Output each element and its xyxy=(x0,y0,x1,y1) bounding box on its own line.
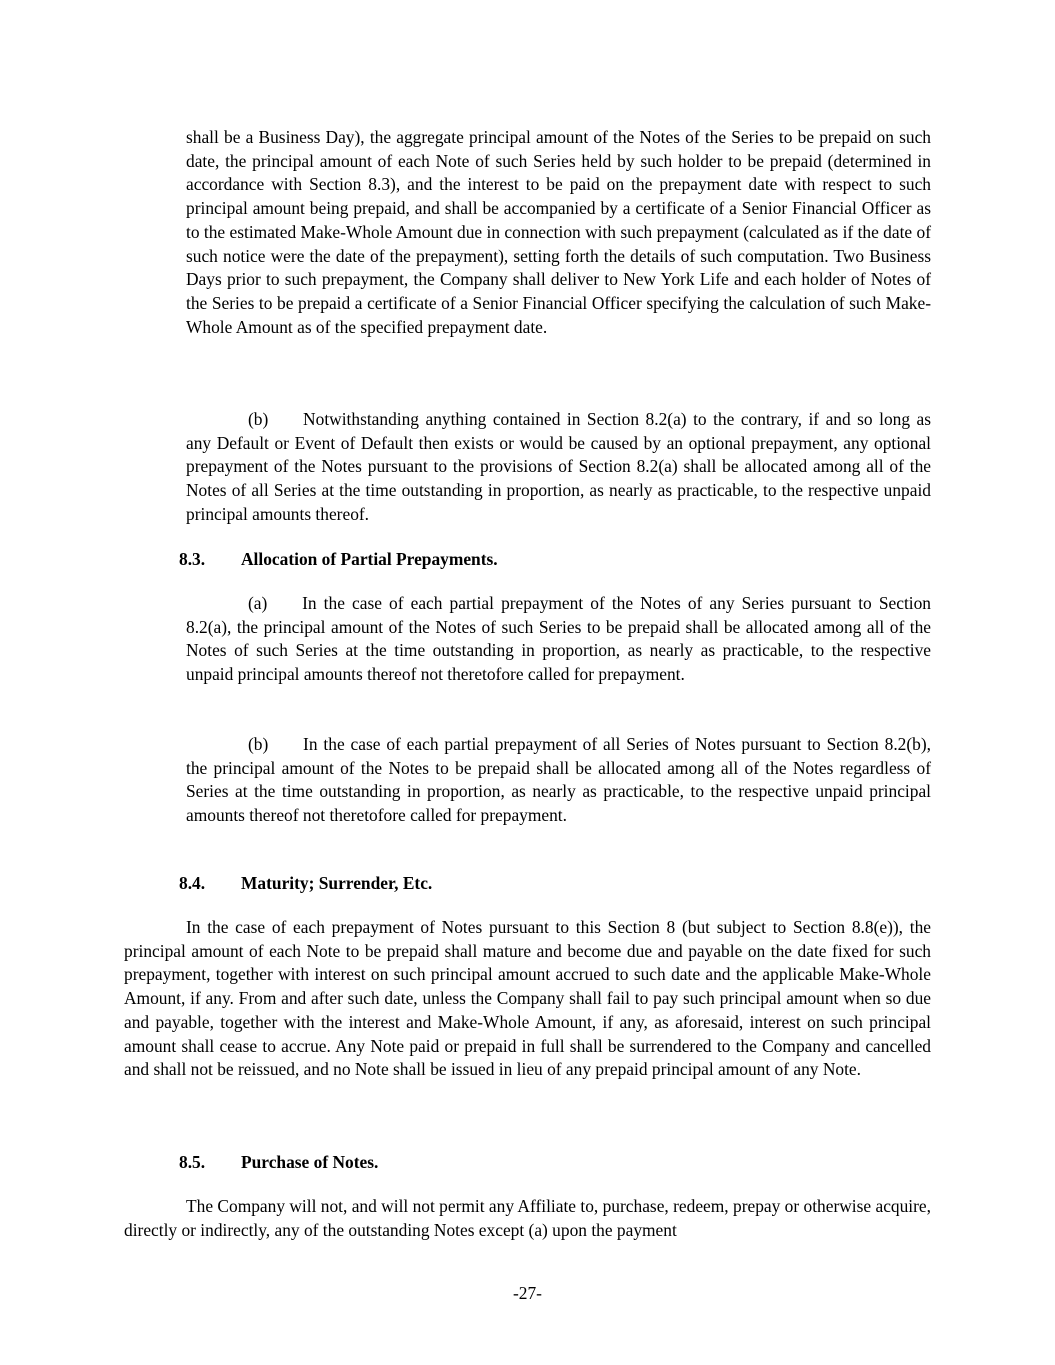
paragraph-8-5-body: The Company will not, and will not permit any Affiliate to, purchase, redeem, prepay or otherwise acquire, directly or indirectly, any of the outstanding Notes except (a) upon the payment xyxy=(124,1196,931,1240)
paragraph-notice-continuation: shall be a Business Day), the aggregate principal amount of the Notes of the Series to be prepaid on such date, the principal amount of each Note of such Series held by such holder to be prepaid (determined in accordance with Section 8.3), and the interest to be paid on the prepayment date with respect to such principal amount being prepaid, and shall be accompanied by a certificate of a Senior Financial Officer as to the estimated Make-Whole Amount due in connection with such prepayment (calculated as if the date of such notice were the date of the prepayment), setting forth the details of such computation. Two Business Days prior to such prepayment, the Company shall deliver to New York Life and each holder of Notes of the Series to be prepaid a certificate of a Senior Financial Officer specifying the calculation of such Make-Whole Amount as of the specified prepayment date. xyxy=(186,127,931,337)
section-number: 8.4. xyxy=(179,873,206,893)
paragraph-8-4-body: In the case of each prepayment of Notes pursuant to this Section 8 (but subject to Section 8.8(e)), the principal amount of each Note to be prepaid shall mature and become due and payable on the date fixed for such prepayment, together with interest on such principal amount accrued to such date and the applicable Make-Whole Amount, if any. From and after such date, unless the Company shall fail to pay such principal amount when so due and payable, together with the interest and Make-Whole Amount, if any, as aforesaid, interest on such principal amount shall cease to accrue. Any Note paid or prepaid in full shall be surrendered to the Company and cancelled and shall not be reissued, and no Note shall be issued in lieu of any prepaid principal amount of any Note. xyxy=(124,917,931,1080)
paragraph-8-2-b: (b) Notwithstanding anything contained in Section 8.2(a) to the contrary, if and so long as any Default or Event of Default then exists or would be caused by an optional prepayment, any optional prepayment of the Notes pursuant to the provisions of Section 8.2(a) shall be allocated among all of the Notes of all Series at the time outstanding in proportion, as nearly as practicable, to the respective unpaid principal amounts thereof. xyxy=(186,409,931,524)
section-heading-8-5 xyxy=(179,1151,378,1175)
section-title: Maturity; Surrender, Etc. xyxy=(241,873,433,893)
section-title: Purchase of Notes. xyxy=(241,1152,379,1172)
section-number: 8.5. xyxy=(179,1152,206,1172)
paragraph-8-3-a: (a) In the case of each partial prepayment of the Notes of any Series pursuant to Section 8.2(a), the principal amount of the Notes of such Series to be prepaid shall be allocated among all of the Notes of such Series at the time outstanding in proportion, as nearly as practicable, to the respective unpaid principal amounts thereof not theretofore called for prepayment. xyxy=(186,593,931,685)
page-number: -27- xyxy=(513,1283,542,1303)
section-number: 8.3. xyxy=(179,549,206,569)
section-title: Allocation of Partial Prepayments. xyxy=(241,549,498,569)
section-heading-8-3 xyxy=(179,548,498,572)
section-heading-8-4 xyxy=(179,872,432,896)
paragraph-8-3-b: (b) In the case of each partial prepayment of all Series of Notes pursuant to Section 8.2(b), the principal amount of the Notes to be prepaid shall be allocated among all of the Notes regardless of Series at the time outstanding in proportion, as nearly as practicable, to the respective unpaid principal amounts thereof not theretofore called for prepayment. xyxy=(186,734,931,826)
